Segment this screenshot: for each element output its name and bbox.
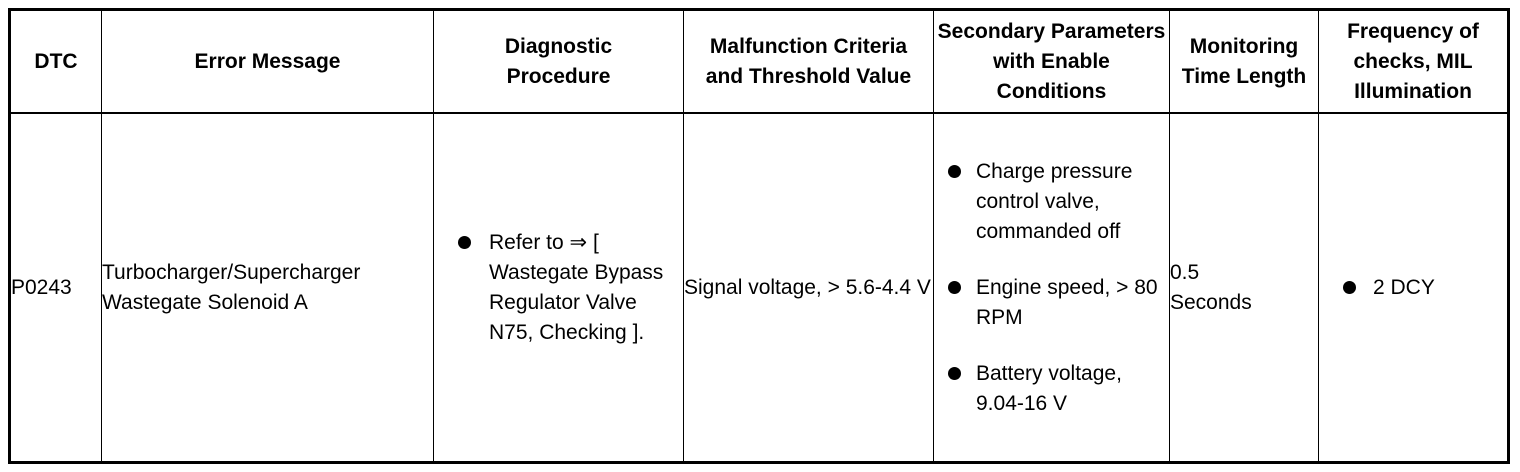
cell-monitoring-time	[1170, 113, 1319, 463]
bullet-icon	[1343, 281, 1356, 294]
monitoring-time-text: 0.5 Seconds	[1170, 260, 1252, 314]
secondary-parameter-text: Charge pressure control valve, commanded off	[976, 159, 1133, 243]
header-monitoring-time-label: Monitoring Time Length	[1181, 34, 1307, 88]
header-dtc-label: DTC	[34, 49, 78, 73]
list-item	[934, 273, 1169, 333]
bullet-icon	[948, 281, 961, 294]
header-frequency-label: Frequency of checks, MIL Illumination	[1347, 19, 1479, 103]
secondary-parameter-text: Battery voltage, 9.04-16 V	[976, 361, 1122, 415]
header-secondary-parameters-label: Secondary Parameters with Enable Conditions	[937, 19, 1166, 103]
secondary-parameter-text: Engine speed, > 80 RPM	[976, 275, 1158, 329]
header-malfunction-criteria	[684, 10, 934, 114]
header-error-message	[102, 10, 434, 114]
header-error-message-label: Error Message	[194, 49, 341, 73]
bullet-icon	[948, 367, 961, 380]
header-monitoring-time	[1170, 10, 1319, 114]
frequency-text: 2 DCY	[1373, 275, 1435, 299]
cell-malfunction-criteria: Signal voltage, > 5.6-4.4 V	[684, 113, 934, 463]
list-item	[934, 359, 1169, 419]
cell-frequency	[1319, 113, 1509, 463]
list-item	[934, 157, 1169, 247]
bullet-icon	[458, 236, 471, 249]
list-item	[1319, 273, 1507, 303]
procedure-list	[434, 228, 683, 348]
cell-secondary-parameters	[934, 113, 1170, 463]
header-dtc	[10, 10, 102, 114]
list-item	[434, 228, 683, 348]
dtc-table	[8, 8, 1510, 464]
header-diagnostic-procedure	[434, 10, 684, 114]
cell-error-message: Turbocharger/Supercharger Wastegate Solenoid A	[102, 113, 434, 463]
cell-diagnostic-procedure	[434, 113, 684, 463]
cell-dtc: P0243	[10, 113, 102, 463]
bullet-icon	[948, 165, 961, 178]
procedure-link-text[interactable]: Refer to ⇒ [ Wastegate Bypass Regulator Valve N75, Checking ].	[489, 230, 664, 344]
secondary-parameters-list	[934, 157, 1169, 419]
table-row	[10, 113, 1509, 463]
header-secondary-parameters	[934, 10, 1170, 114]
header-diagnostic-procedure-label: Diagnostic Procedure	[504, 34, 613, 88]
frequency-list	[1319, 273, 1507, 303]
header-frequency	[1319, 10, 1509, 114]
header-row	[10, 10, 1509, 114]
header-malfunction-criteria-label: Malfunction Criteria and Threshold Value	[705, 34, 912, 88]
